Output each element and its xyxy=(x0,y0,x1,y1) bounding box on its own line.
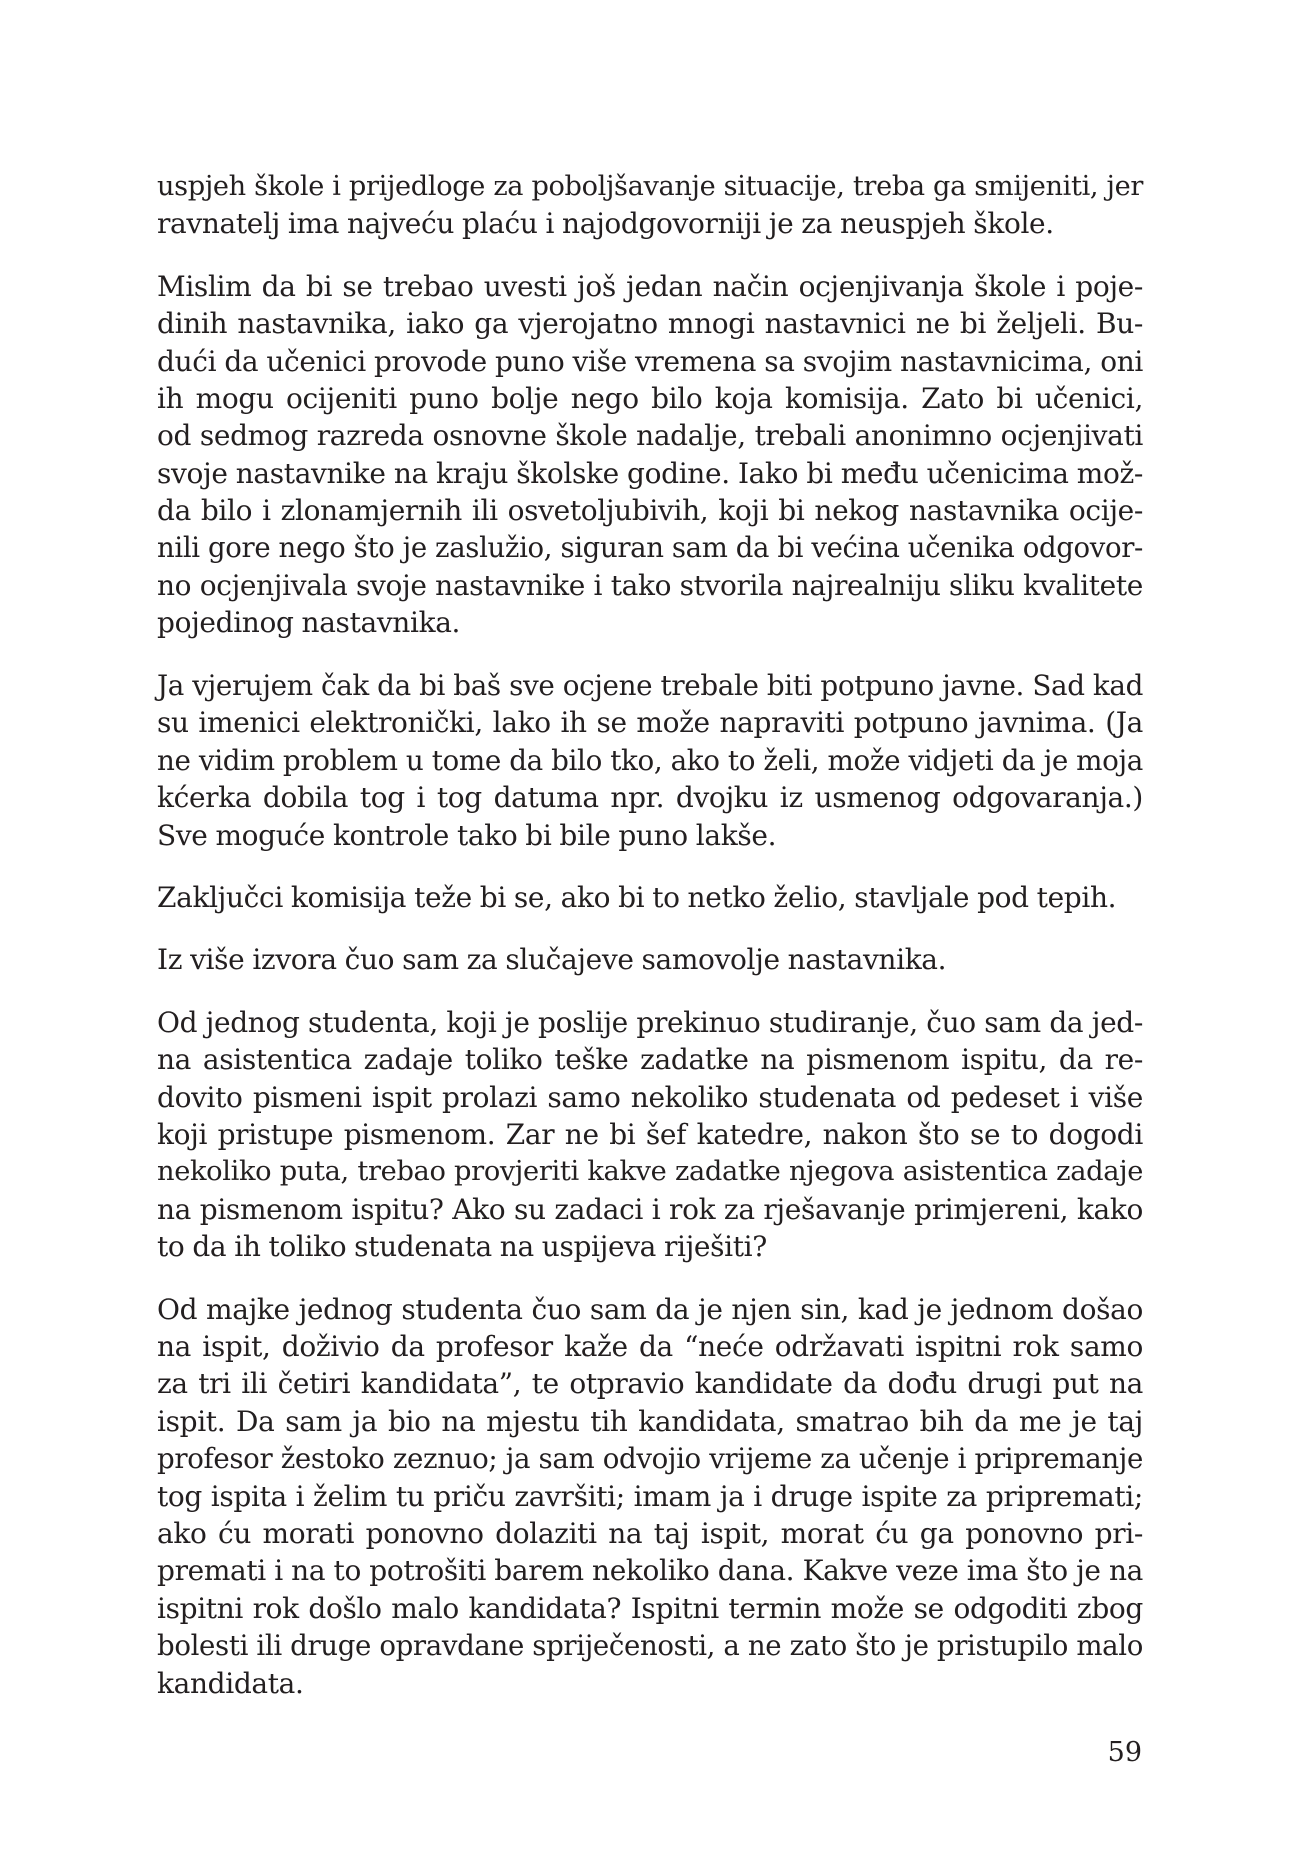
paragraph xyxy=(157,1291,1143,1702)
text-line: su imenici elektronički, lako ih se može napraviti potpuno javnima. (Ja xyxy=(157,706,1143,740)
text-line: ravnatelj ima najveću plaću i najodgovorniji je za neuspjeh škole. xyxy=(157,207,1054,241)
text-line: ispitni rok došlo malo kandidata? Ispitni termin može se odgoditi zbog xyxy=(157,1591,1143,1625)
text-line: na ispit, doživio da profesor kaže da “neće održavati ispitni rok samo xyxy=(157,1329,1143,1363)
text-line: profesor žestoko zeznuo; ja sam odvojio vrijeme za učenje i pripremanje xyxy=(157,1442,1143,1476)
text-line: Od majke jednog studenta čuo sam da je njen sin, kad je jednom došao xyxy=(157,1292,1143,1326)
paragraph xyxy=(157,1004,1143,1266)
text-line: koji pristupe pismenom. Zar ne bi šef katedre, nakon što se to dogodi xyxy=(157,1117,1143,1151)
body-text xyxy=(157,168,1143,1727)
text-line: premati i na to potrošiti barem nekoliko dana. Kakve veze ima što je na xyxy=(157,1554,1143,1588)
paragraph xyxy=(157,168,1143,243)
page-number: 59 xyxy=(1107,1737,1142,1768)
text-line: za tri ili četiri kandidata”, te otpravio kandidate da dođu drugi put na xyxy=(157,1367,1143,1401)
text-line: Od jednog studenta, koji je poslije prekinuo studiranje, čuo sam da jed- xyxy=(157,1005,1143,1039)
text-line: tog ispita i želim tu priču završiti; imam ja i druge ispite za pripremati; xyxy=(157,1479,1143,1513)
text-line: ako ću morati ponovno dolaziti na taj ispit, morat ću ga ponovno pri- xyxy=(157,1517,1143,1550)
paragraph xyxy=(157,879,1143,916)
text-line: nekoliko puta, trebao provjeriti kakve zadatke njegova asistentica zadaje xyxy=(157,1156,1143,1188)
text-line: dovito pismeni ispit prolazi samo nekoliko studenata od pedeset i više xyxy=(157,1080,1143,1114)
text-line: Zaključci komisija teže bi se, ako bi to netko želio, stavljale pod tepih. xyxy=(157,880,1117,914)
text-line: da bilo i zlonamjernih ili osvetoljubivih, koji bi nekog nastavnika ocije- xyxy=(157,494,1143,528)
paragraph xyxy=(157,667,1143,854)
text-line: dinih nastavnika, iako ga vjerojatno mnogi nastavnici ne bi željeli. Bu- xyxy=(157,307,1143,341)
text-line: na pismenom ispitu? Ako su zadaci i rok za rješavanje primjereni, kako xyxy=(157,1192,1143,1226)
text-line: kćerka dobila tog i tog datuma npr. dvojku iz usmenog odgovaranja.) xyxy=(157,781,1143,815)
text-line: nili gore nego što je zaslužio, siguran sam da bi većina učenika odgovor- xyxy=(157,531,1143,564)
text-line: bolesti ili druge opravdane spriječenosti, a ne zato što je pristupilo malo xyxy=(157,1629,1143,1663)
text-line: to da ih toliko studenata na uspijeva riješiti? xyxy=(157,1230,767,1264)
text-line: ih mogu ocijeniti puno bolje nego bilo koja komisija. Zato bi učenici, xyxy=(157,382,1143,416)
text-line: Iz više izvora čuo sam za slučajeve samovolje nastavnika. xyxy=(157,943,947,977)
text-line: od sedmog razreda osnovne škole nadalje, trebali anonimno ocjenjivati xyxy=(157,419,1143,453)
text-line: Ja vjerujem čak da bi baš sve ocjene trebale biti potpuno javne. Sad kad xyxy=(157,668,1143,702)
text-line: svoje nastavnike na kraju školske godine. Iako bi među učenicima mož- xyxy=(157,456,1143,490)
paragraph xyxy=(157,268,1143,642)
text-line: pojedinog nastavnika. xyxy=(157,606,461,640)
text-line: ispit. Da sam ja bio na mjestu tih kandidata, smatrao bih da me je taj xyxy=(157,1404,1143,1438)
text-line: uspjeh škole i prijedloge za poboljšavanje situacije, treba ga smijeniti, jer xyxy=(157,171,1143,202)
text-line: Sve moguće kontrole tako bi bile puno lakše. xyxy=(157,818,777,852)
text-line: dući da učenici provode puno više vremena sa svojim nastavnicima, oni xyxy=(157,344,1143,378)
text-line: kandidata. xyxy=(157,1666,304,1700)
text-line: ne vidim problem u tome da bilo tko, ako to želi, može vidjeti da je moja xyxy=(157,743,1143,777)
text-line: na asistentica zadaje toliko teške zadatke na pismenom ispitu, da re- xyxy=(157,1043,1143,1077)
text-line: no ocjenjivala svoje nastavnike i tako stvorila najrealniju sliku kvalitete xyxy=(157,569,1143,603)
paragraph xyxy=(157,941,1143,978)
text-line: Mislim da bi se trebao uvesti još jedan način ocjenjivanja škole i poje- xyxy=(157,269,1143,303)
